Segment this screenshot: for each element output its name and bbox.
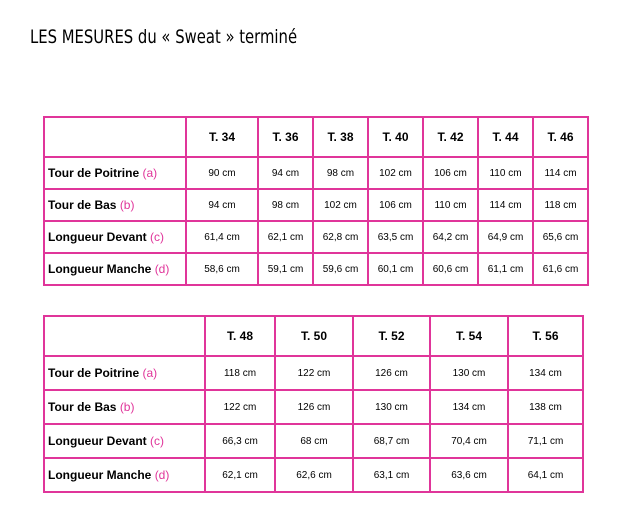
size-header: T. 42 [424,118,477,156]
measurement-cell: 58,6 cm [187,254,257,284]
row-label [45,459,204,491]
row-label-text: Tour de Poitrine [48,166,140,180]
measurements-table-1 [43,116,589,286]
measurement-cell: 138 cm [509,391,582,423]
measurement-cell: 63,5 cm [369,222,422,252]
measurement-cell: 66,3 cm [206,425,274,457]
measurement-cell: 68,7 cm [354,425,429,457]
measurement-cell: 122 cm [276,357,352,389]
row-label-text: Tour de Bas [48,198,117,212]
row-letter: (d) [154,468,170,482]
measurement-cell: 102 cm [369,158,422,188]
table-row [45,158,587,188]
row-letter: (a) [142,166,158,180]
page-title: LES MESURES du « Sweat » terminé [30,26,298,48]
row-label [45,222,185,252]
row-letter: (c) [150,434,165,448]
measurement-cell: 63,1 cm [354,459,429,491]
row-label [45,158,185,188]
row-label [45,425,204,457]
table-row [45,459,582,491]
row-label [45,190,185,220]
size-header: T. 34 [187,118,257,156]
size-header: T. 46 [534,118,587,156]
measurement-cell: 59,6 cm [314,254,367,284]
measurement-cell: 62,1 cm [206,459,274,491]
row-label-text: Longueur Devant [48,230,147,244]
measurement-cell: 134 cm [509,357,582,389]
measurement-cell: 94 cm [187,190,257,220]
measurement-cell: 106 cm [424,158,477,188]
measurement-cell: 65,6 cm [534,222,587,252]
measurement-cell: 64,9 cm [479,222,532,252]
measurement-cell: 61,6 cm [534,254,587,284]
size-header: T. 36 [259,118,312,156]
row-label [45,254,185,284]
measurement-cell: 61,1 cm [479,254,532,284]
measurement-cell: 59,1 cm [259,254,312,284]
measurement-cell: 114 cm [479,190,532,220]
measurements-table-2 [43,315,584,493]
measurement-cell: 60,1 cm [369,254,422,284]
measurement-cell: 62,6 cm [276,459,352,491]
measurement-cell: 110 cm [479,158,532,188]
table-row [45,190,587,220]
header-row [45,317,582,355]
measurement-cell: 71,1 cm [509,425,582,457]
size-header: T. 44 [479,118,532,156]
measurement-cell: 102 cm [314,190,367,220]
measurement-cell: 114 cm [534,158,587,188]
measurement-cell: 70,4 cm [431,425,507,457]
table-row [45,254,587,284]
row-label-text: Longueur Devant [48,434,147,448]
size-header: T. 54 [431,317,507,355]
row-label-text: Tour de Poitrine [48,366,140,380]
measurement-cell: 63,6 cm [431,459,507,491]
measurement-cell: 90 cm [187,158,257,188]
measurement-cell: 134 cm [431,391,507,423]
measurement-cell: 64,1 cm [509,459,582,491]
measurement-cell: 94 cm [259,158,312,188]
measurement-cell: 68 cm [276,425,352,457]
size-header: T. 40 [369,118,422,156]
row-label-text: Tour de Bas [48,400,117,414]
measurement-cell: 62,1 cm [259,222,312,252]
size-header: T. 48 [206,317,274,355]
table-row [45,425,582,457]
row-label [45,357,204,389]
row-letter: (b) [119,400,135,414]
measurement-cell: 98 cm [259,190,312,220]
size-header: T. 38 [314,118,367,156]
measurement-cell: 130 cm [431,357,507,389]
size-header: T. 52 [354,317,429,355]
measurement-cell: 122 cm [206,391,274,423]
measurement-cell: 64,2 cm [424,222,477,252]
row-letter: (b) [119,198,135,212]
measurement-cell: 126 cm [276,391,352,423]
row-letter: (a) [142,366,158,380]
header-row [45,118,587,156]
table-row [45,391,582,423]
measurement-cell: 118 cm [534,190,587,220]
measurement-cell: 106 cm [369,190,422,220]
corner-cell [45,118,185,156]
size-header: T. 50 [276,317,352,355]
row-letter: (c) [150,230,165,244]
measurement-cell: 62,8 cm [314,222,367,252]
row-label-text: Longueur Manche [48,262,152,276]
measurement-cell: 130 cm [354,391,429,423]
row-letter: (d) [154,262,170,276]
measurement-cell: 110 cm [424,190,477,220]
table-row [45,357,582,389]
measurement-cell: 126 cm [354,357,429,389]
measurement-cell: 98 cm [314,158,367,188]
corner-cell [45,317,204,355]
measurement-cell: 61,4 cm [187,222,257,252]
measurement-cell: 60,6 cm [424,254,477,284]
measurement-cell: 118 cm [206,357,274,389]
row-label-text: Longueur Manche [48,468,152,482]
table-row [45,222,587,252]
row-label [45,391,204,423]
size-header: T. 56 [509,317,582,355]
